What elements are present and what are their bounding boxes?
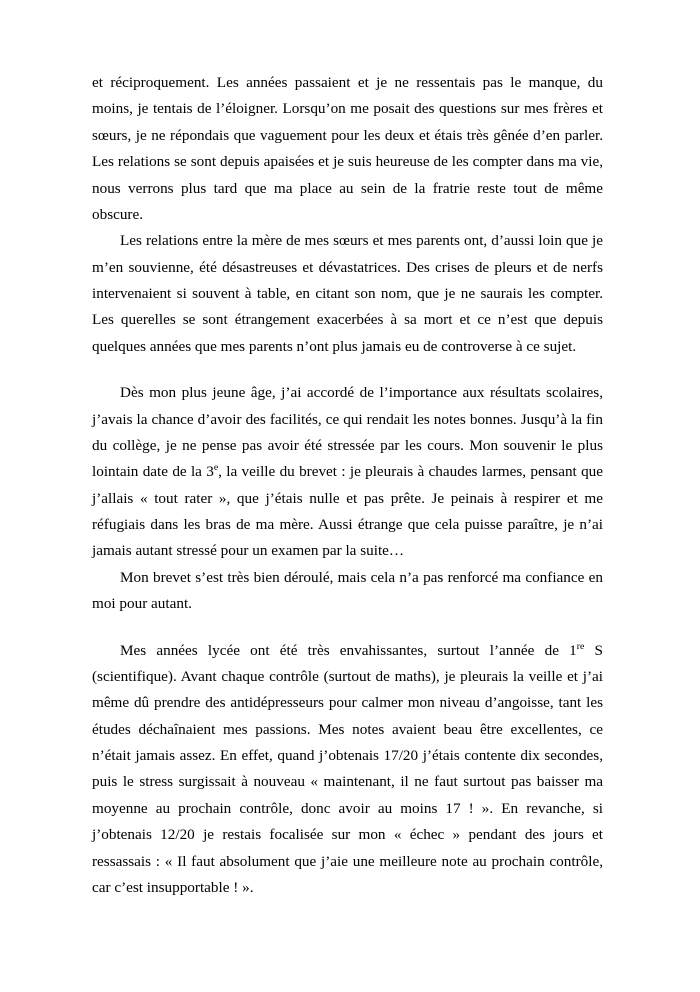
page-body: [92, 70, 603, 901]
text-block: [92, 380, 603, 617]
paragraph: Les relations entre la mère de mes sœurs et mes parents ont, d’aussi loin que je m’en souvienne, été désastreuses et dévastatrices. Des crises de pleurs et de nerfs intervenaient si souvent à table, en citant son nom, que je ne saurais les compter. Les querelles se sont étrangement exacerbées à sa mort et ce n’est que depuis quelques années que mes parents n’ont plus jamais eu de controverse à ce sujet.: [92, 232, 603, 355]
paragraph-spacer: [92, 618, 603, 638]
paragraph: et réciproquement. Les années passaient et je ne ressentais pas le manque, du moins, je tentais de l’éloigner. Lorsqu’on me posait des questions sur mes frères et sœurs, je ne répondais que vaguement pour les deux et étais très gênée d’en parler. Les relations se sont depuis apaisées et je suis heureuse de les compter dans ma vie, nous verrons plus tard que ma place au sein de la fratrie reste tout de même obscure.: [92, 74, 603, 223]
text-block: [92, 70, 603, 360]
paragraph-spacer: [92, 360, 603, 380]
text-block: [92, 638, 603, 902]
paragraph: Mes années lycée ont été très envahissantes, surtout l’année de 1re S (scientifique). Avant chaque contrôle (surtout de maths), je pleurais la veille et j’ai même dû prendre des antidépresseurs pour calmer mon niveau d’angoisse, tant les études déchaînaient mes passions. Mes notes avaient beau être excellentes, ce n’était jamais assez. En effet, quand j’obtenais 17/20 j’étais contente dix secondes, puis le stress surgissait à nouveau « maintenant, il ne faut surtout pas baisser ma moyenne au prochain contrôle, donc avoir au moins 17 ! ». En revanche, si j’obtenais 12/20 je restais focalisée sur mon « échec » pendant des jours et ressassais : « Il faut absolument que j’aie une meilleure note au prochain contrôle, car c’est insupportable ! ».: [92, 640, 603, 896]
paragraph: Mon brevet s’est très bien déroulé, mais cela n’a pas renforcé ma confiance en moi pour autant.: [92, 568, 603, 613]
paragraph: Dès mon plus jeune âge, j’ai accordé de l’importance aux résultats scolaires, j’avais la chance d’avoir des facilités, ce qui rendait les notes bonnes. Jusqu’à la fin du collège, je ne pense pas avoir été stressée par les cours. Mon souvenir le plus lointain date de la 3e, la veille du brevet : je pleurais à chaudes larmes, pensant que j’allais « tout rater », que j’étais nulle et pas prête. Je peinais à respirer et me réfugiais dans les bras de ma mère. Aussi étrange que cela puisse paraître, je n’ai jamais autant stressé pour un examen par la suite…: [92, 384, 603, 560]
